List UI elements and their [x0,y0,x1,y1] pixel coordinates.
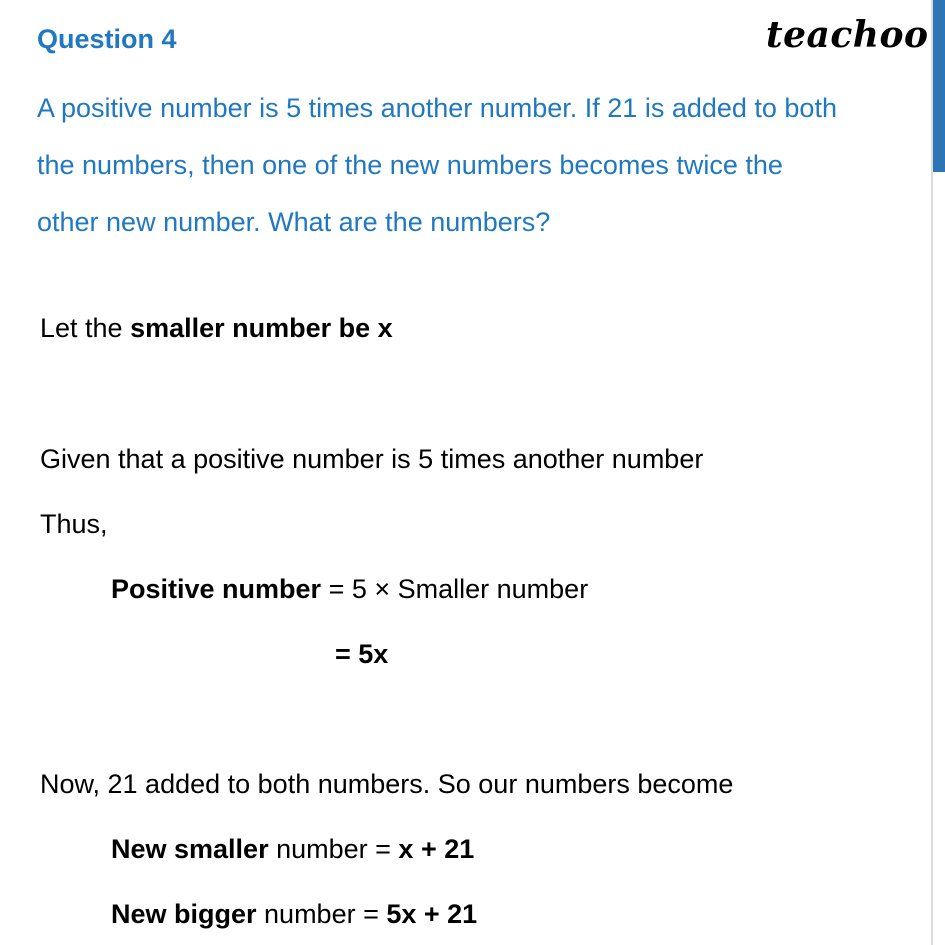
new-smaller-value: x + 21 [398,834,475,864]
scrollbar-thumb[interactable] [933,0,945,172]
now-statement: Now, 21 added to both numbers. So our numbers become [40,769,734,799]
question-line: other new number. What are the numbers? [37,207,551,237]
thus-label: Thus, [40,509,108,539]
let-prefix: Let the [40,313,131,343]
new-smaller-label: New smaller [111,834,269,864]
new-bigger-label: New bigger [111,899,257,929]
new-bigger-equation [111,899,477,930]
new-smaller-mid: number = [268,834,399,864]
equals-5x: = 5x [335,639,389,669]
question-heading: Question 4 [37,24,177,54]
teachoo-logo: teachoo [766,14,929,56]
scrollbar[interactable] [931,0,945,945]
given-statement: Given that a positive number is 5 times another number [40,444,704,474]
let-statement [40,313,393,344]
positive-number-rhs: = 5 × Smaller number [321,574,589,604]
question-line: A positive number is 5 times another number. If 21 is added to both [37,93,837,123]
question-line: the numbers, then one of the new numbers becomes twice the [37,150,783,180]
question-text [37,80,917,251]
positive-number-label: Positive number [111,574,322,604]
new-bigger-value: 5x + 21 [386,899,478,929]
let-variable: smaller number be x [130,313,393,343]
new-bigger-mid: number = [256,899,387,929]
positive-number-equation [111,574,588,605]
new-smaller-equation [111,834,474,865]
